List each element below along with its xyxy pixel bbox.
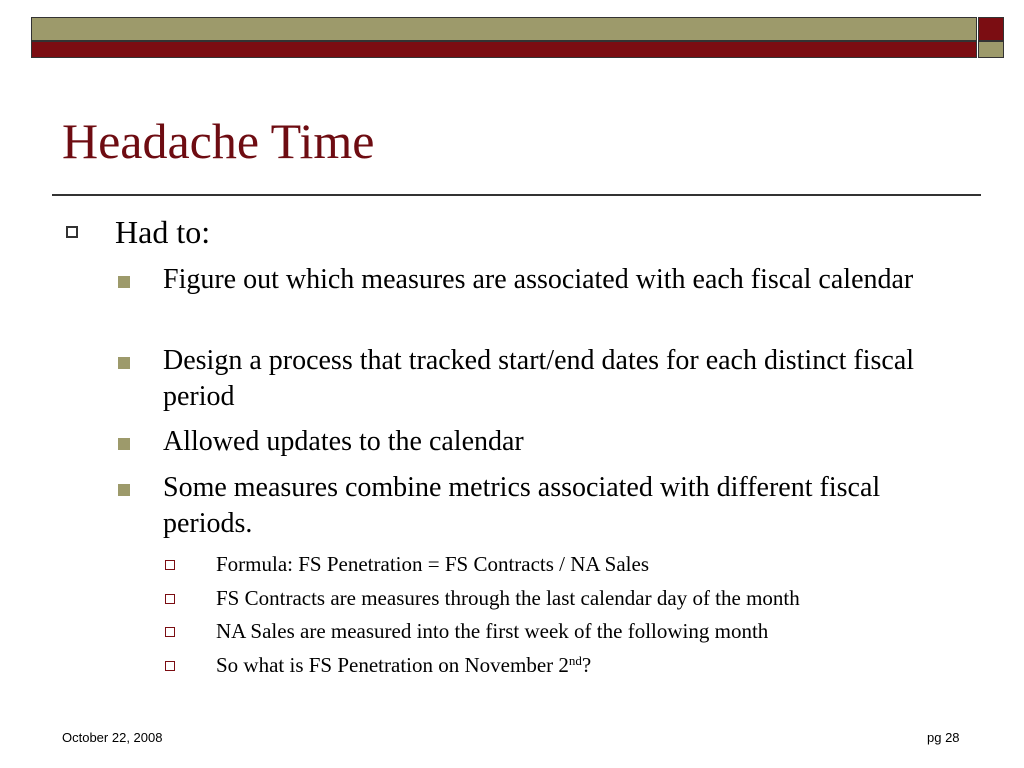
bullet-level-3: [216, 652, 996, 678]
question-mark: ?: [581, 653, 592, 677]
footer-page-number: pg 28: [927, 730, 960, 745]
filled-square-icon: [118, 357, 130, 369]
bullet-level-2: Design a process that tracked start/end dates for each distinct fiscal period: [163, 345, 915, 412]
bullet-level-3: NA Sales are measured into the first week of the following month: [216, 619, 769, 643]
bullet-level-2: Allowed updates to the calendar: [163, 426, 524, 457]
bullet-level-1: Had to:: [115, 214, 211, 250]
small-hollow-square-icon: [165, 661, 175, 671]
filled-square-icon: [118, 484, 130, 496]
slide-title: Headache Time: [62, 113, 375, 169]
footer-date: October 22, 2008: [62, 730, 163, 745]
filled-square-icon: [118, 276, 130, 288]
small-hollow-square-icon: [165, 627, 175, 637]
bullet-level-2: Figure out which measures are associated with each fiscal calendar: [163, 264, 914, 295]
small-hollow-square-icon: [165, 594, 175, 604]
small-hollow-square-icon: [165, 560, 175, 570]
ordinal-suffix: nd: [568, 652, 582, 668]
question-text: So what is FS Penetration on November 2: [216, 653, 569, 677]
bullet-level-3: FS Contracts are measures through the last calendar day of the month: [216, 586, 800, 610]
bullet-level-3: Formula: FS Penetration = FS Contracts / NA Sales: [216, 552, 650, 576]
bullet-level-2: Some measures combine metrics associated with different fiscal periods.: [163, 472, 881, 539]
filled-square-icon: [118, 438, 130, 450]
hollow-square-icon: [66, 226, 78, 238]
